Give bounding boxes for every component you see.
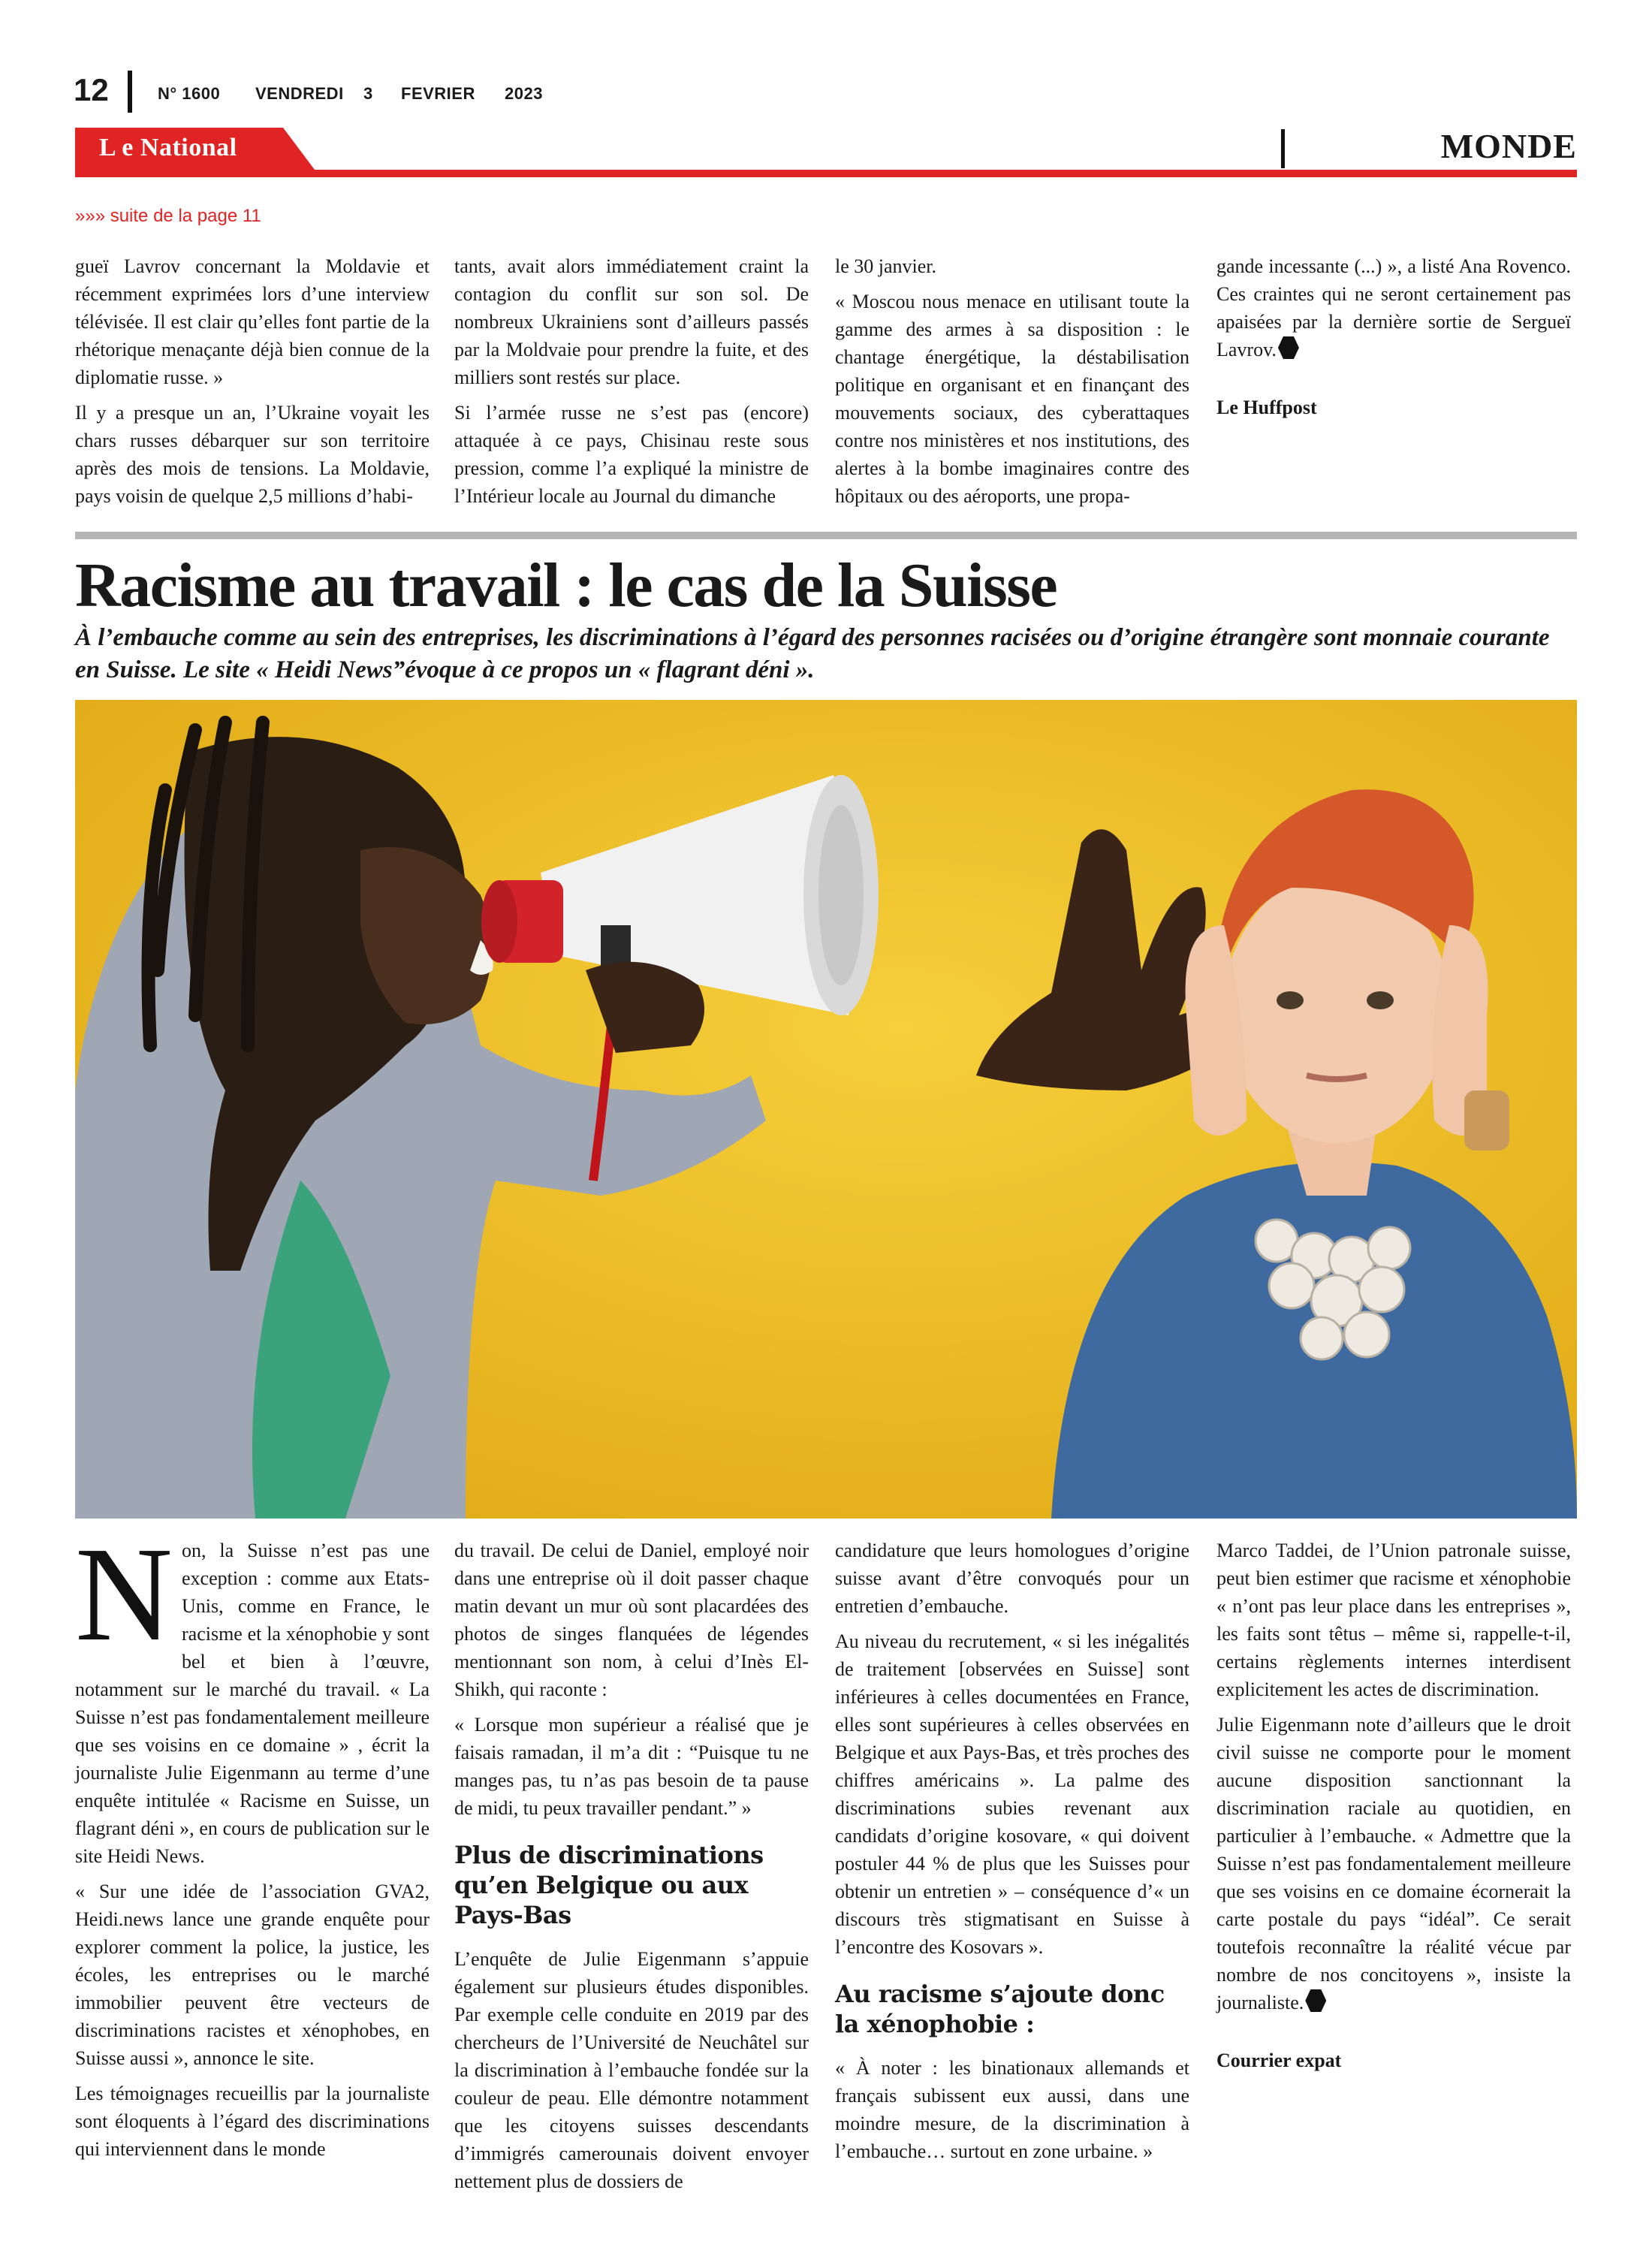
section-title: MONDE [1440,127,1577,165]
paragraph: candidature que leurs homologues d’origine suisse avant d’être convoqués pour un entretien d’embauche. [835,1540,1189,1617]
top-article-column-1 [75,252,430,517]
paragraph: le 30 janvier. [835,255,937,277]
paragraph-text: on, la Suisse n’est pas une exception : comme aux Etats-Unis, comme en France, le racisme et la xénophobie y sont bel et bien à l’œuvre, notamment sur le marché du travail. « La Suisse n’est pas fondamentalement meilleure que ses voisins en ce domaine » , écrit la journaliste Julie Eigenmann au terme d’une enquête intitulée « Racisme en Suisse, un flagrant déni », en cours de publication sur le site Heidi News. [75,1540,430,1867]
drop-cap: N [75,1519,173,1669]
paragraph [1216,1711,1571,2016]
article-signature: Le Huffpost [1216,397,1317,418]
paragraph: du travail. De celui de Daniel, employé noir dans une entreprise où il doit passer chaque matin devant un mur où sont placardées des photos de singes flanquées de légendes mentionnant son nom, à celui d’Inès El-Shikh, qui raconte : [454,1540,809,1700]
issue-number: N° 1600 [158,84,221,103]
paragraph: « À noter : les binationaux allemands et français subissent eux aussi, dans une moindre mesure, de la discrimination à l’embauche… surtout en zone urbaine. » [835,2057,1189,2162]
main-article-column-1 [75,1519,430,2170]
paragraph: « Sur une idée de l’association GVA2, Heidi.news lance une grande enquête pour explorer comment la police, la justice, les écoles, les entreprises ou le marché immobilier peuvent être vecteurs de discriminations racistes et xénophobes, en Suisse aussi », annonce le site. [75,1881,430,2069]
paragraph: tants, avait alors immédiatement craint la contagion du conflit sur son sol. De nombreux Ukrainiens sont d’ailleurs passés par la Moldvaie pour prendre la fuite, et des milliers sont restés sur place. [454,255,809,388]
article-photo [75,700,1577,1519]
paragraph: Il y a presque un an, l’Ukraine voyait les chars russes débarquer sur son territoire après des mois de tensions. La Moldavie, pays voisin de quelque 2,5 millions d’habi- [75,402,430,507]
paragraph: L’enquête de Julie Eigenmann s’appuie également sur plusieurs études disponibles. Par exemple celle conduite en 2019 par des chercheurs de l’Université de Neuchâtel sur la discrimination à l’embauche fondée sur la couleur de peau. Elle démontre notamment que les citoyens suisses descendants d’immigrés camerounais doivent envoyer nettement plus de dossiers de [454,1948,809,2192]
page-number: 12 [74,72,109,107]
date-year: 2023 [505,84,543,103]
top-article-column-4 [1216,252,1571,429]
article-signature: Courrier expat [1216,2049,1342,2071]
paragraph: Au niveau du recrutement, « si les inégalités de traitement [observées en Suisse] sont inférieures à celles documentées en France, elles sont supérieures à celles observées en Belgique et aux Pays-Bas, et très proches des chiffres américains ». La palme des discriminations subies revenant aux candidats d’origine kosovare, « qui doivent postuler 44 % de plus que les Suisses pour obtenir un entretien » – conséquence d’« un discours très stigmatisant en Suisse à l’encontre des Kosovars ». [835,1630,1189,1958]
paragraph: gueï Lavrov concernant la Moldavie et récemment exprimées lors d’une interview télévisée. Il est clair qu’elles font partie de la rhétorique menaçante déjà bien connue de la diplomatie russe. » [75,255,430,388]
subheading: Plus de discriminations qu’en Belgique ou aux Pays-Bas [454,1841,764,1929]
subheading: Au racisme s’ajoute donc la xénophobie : [835,1980,1165,2038]
end-mark-icon [1278,336,1299,359]
paragraph: « Lorsque mon supérieur a réalisé que je faisais ramadan, il m’a dit : “Puisque tu ne manges pas, tu n’as pas besoin de ta pause de midi, tu peux travailler pendant.” » [454,1714,809,1819]
end-mark-icon [1305,1989,1326,2012]
date-number: 3 [363,84,373,103]
standfirst: À l’embauche comme au sein des entreprises, les discriminations à l’égard des personnes racisées ou d’origine étrangère sont monnaie courante en Suisse. Le site « Heidi News”évoque à ce propos un « flagrant déni ». [75,624,1550,683]
paragraph-text: gande incessante (...) », a listé Ana Rovenco. Ces craintes qui ne seront certainement pas apaisées par la dernière sortie de Sergueï Lavrov. [1216,255,1571,360]
paragraph: Marco Taddei, de l’Union patronale suisse, peut bien estimer que racisme et xénophobie « n’ont pas leur place dans les entreprises », les faits sont têtus – même si, rappelle-t-il, certains règlements internes interdisent explicitement les actes de discrimination. [1216,1540,1571,1700]
date-month: FEVRIER [401,84,475,103]
continued-from-link[interactable]: »»» suite de la page 11 [75,206,261,226]
main-article-column-3 [835,1537,1189,2173]
page-number-divider [128,71,132,113]
main-article-column-4 [1216,1537,1571,2082]
top-article-column-3 [835,252,1189,517]
header-rule [75,170,1577,177]
paragraph: « Moscou nous menace en utilisant toute la gamme des armes à sa disposition : le chantage énergétique, la déstabilisation politique en organisant et en finançant des mouvements sociaux, des cyberattaques contre nos ministères et nos institutions, des alertes à la bombe imaginaires contre des hôpitaux ou des aéroports, une propa- [835,291,1189,507]
paragraph [1216,252,1571,363]
paragraph-text: Julie Eigenmann note d’ailleurs que le droit civil suisse ne comporte pour le moment aucune disposition sanctionnant la discrimination raciale au quotidien, en particulier à l’embauche. « Admettre que la Suisse n’est pas fondamentalement meilleure que ses voisins en ce domaine écornerait la carte postale du pays “idéal”. Ce serait toutefois reconnaître la réalité vécue par nombre de nos concitoyens », insiste la journaliste. [1216,1714,1571,2013]
top-article-column-2 [454,252,809,517]
lead-paragraph [75,1519,430,1870]
newspaper-brand: L e National [99,134,237,161]
date-day: VENDREDI [255,84,344,103]
paragraph: Si l’armée russe ne s’est pas (encore) attaquée à ce pays, Chisinau reste sous pression, comme l’a expliqué la ministre de l’Intérieur locale au Journal du dimanche [454,402,809,507]
headline: Racisme au travail : le cas de la Suisse [75,550,1057,620]
article-divider [75,532,1577,539]
main-article-column-2 [454,1537,809,2203]
paragraph: Les témoignages recueillis par la journaliste sont éloquents à l’égard des discriminations qui interviennent dans le monde [75,2083,430,2160]
section-divider [1281,129,1285,168]
photo-illustration [75,700,1577,1519]
